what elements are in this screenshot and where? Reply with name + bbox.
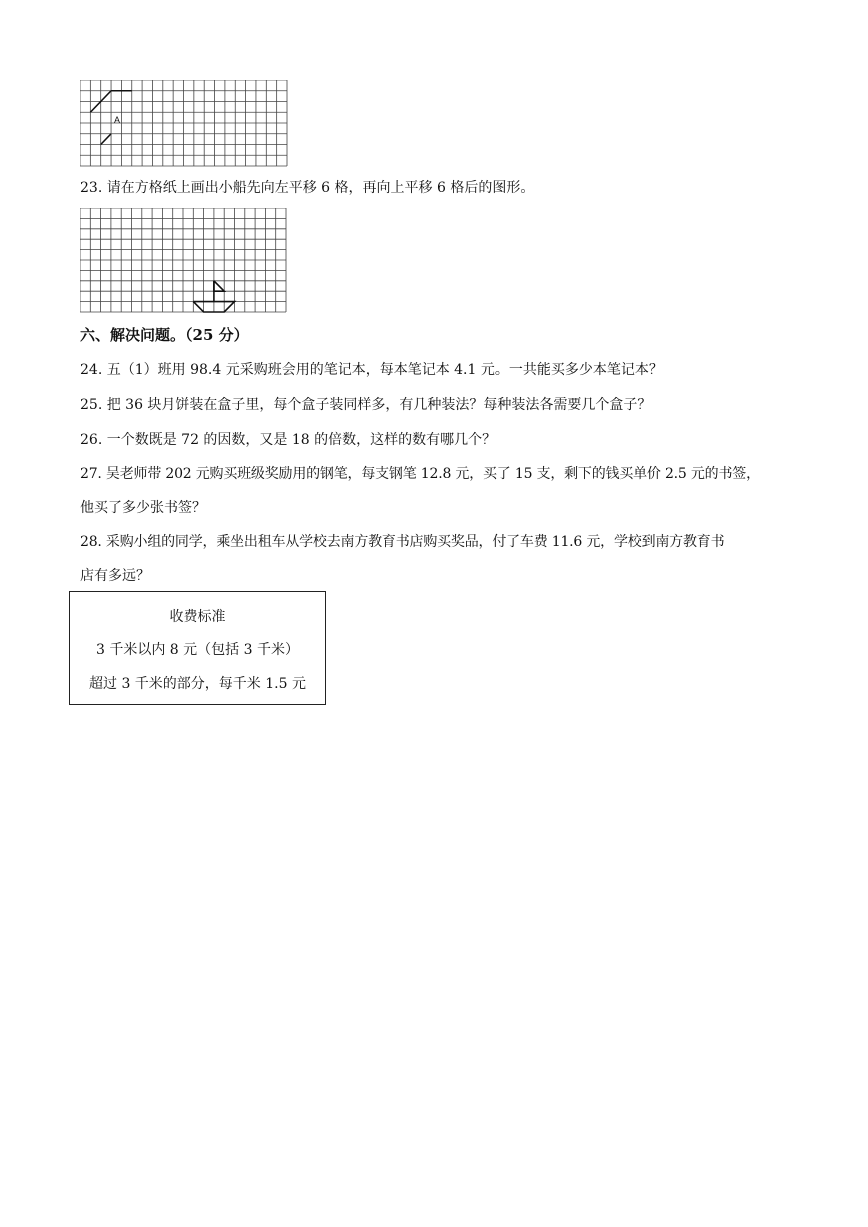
grid-boat — [80, 208, 288, 314]
question-27-line-1: 27. 吴老师带 202 元购买班级奖励用的钢笔，每支钢笔 12.8 元，买了 15 支，剩下的钱买单价 2.5 元的书签， — [80, 466, 760, 482]
question-24: 24. 五（1）班用 98.4 元采购班会用的笔记本，每本笔记本 4.1 元。一共能买多少本笔记本？ — [80, 362, 663, 378]
question-25: 25. 把 36 块月饼装在盒子里，每个盒子装同样多，有几种装法？每种装法各需要几个盒子？ — [80, 397, 652, 413]
question-28-line-2: 店有多远？ — [80, 568, 150, 584]
section-title: 六、解决问题。（25 分） — [80, 326, 249, 344]
grid-figure-a — [80, 80, 290, 170]
point-a-label: A — [114, 115, 121, 125]
question-23: 23. 请在方格纸上画出小船先向左平移 6 格，再向上平移 6 格后的图形。 — [80, 180, 535, 196]
question-27-line-2: 他买了多少张书签？ — [80, 500, 206, 516]
fee-rule-1: 3 千米以内 8 元（包括 3 千米） — [96, 642, 299, 658]
fee-table-title: 收费标准 — [169, 609, 226, 625]
fee-standard-table — [69, 591, 326, 705]
question-28-line-1: 28. 采购小组的同学，乘坐出租车从学校去南方教育书店购买奖品，付了车费 11.6 元，学校到南方教育书 — [80, 534, 725, 550]
fee-rule-2: 超过 3 千米的部分，每千米 1.5 元 — [89, 676, 306, 692]
question-26: 26. 一个数既是 72 的因数，又是 18 的倍数，这样的数有哪几个？ — [80, 432, 497, 448]
